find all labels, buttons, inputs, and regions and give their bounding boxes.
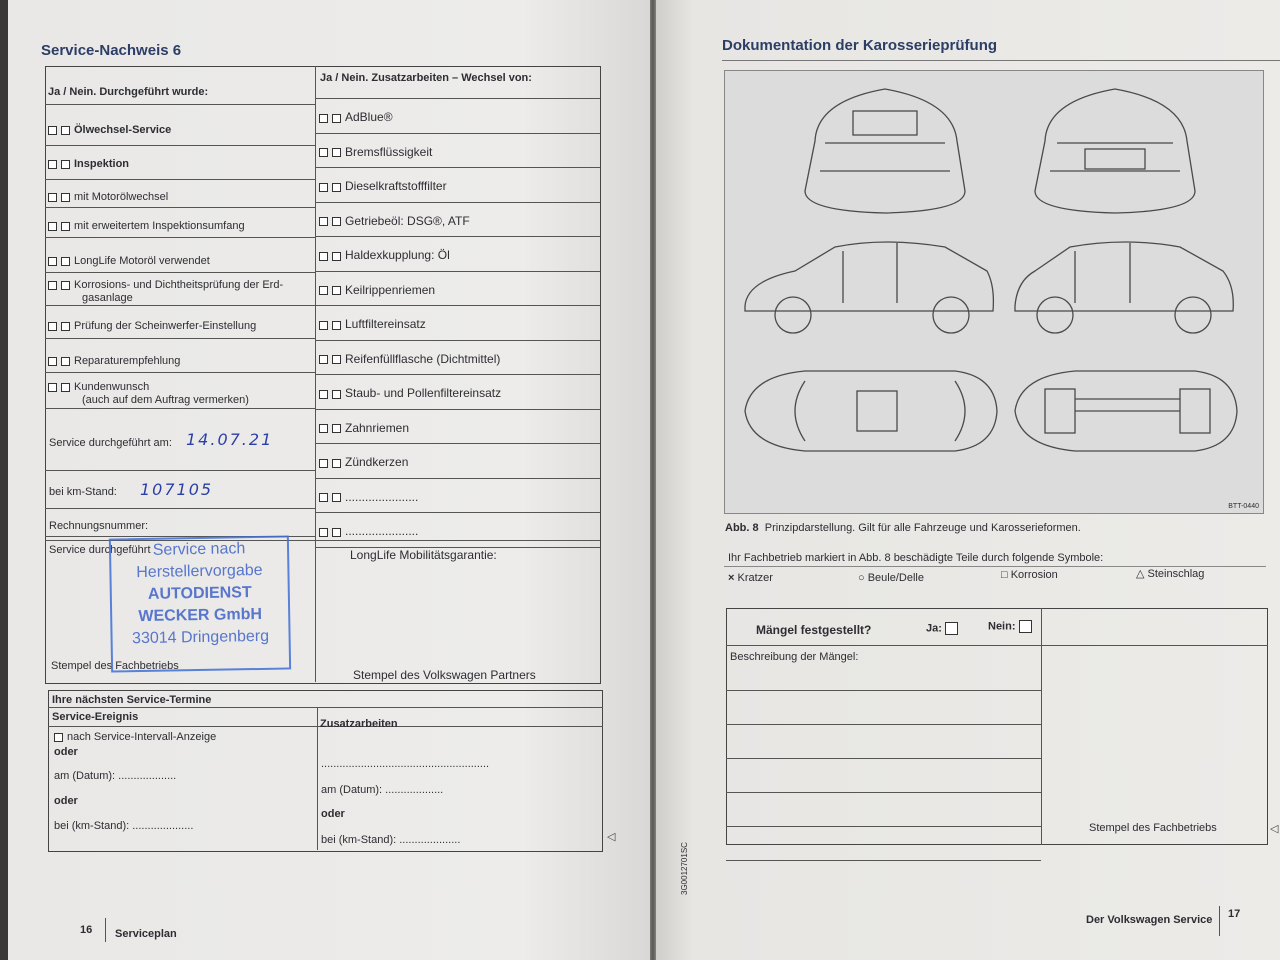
additional-work-item[interactable]: Dieselkraftstofffilter xyxy=(319,179,447,193)
service-date-label: Service durchgeführt am: xyxy=(49,437,172,449)
next-interval-option: nach Service-Intervall-Anzeige xyxy=(54,731,216,743)
car-outline-drawings xyxy=(725,71,1263,513)
symbol-stone-chip: △ Steinschlag xyxy=(1136,568,1205,580)
performed-item[interactable]: Ölwechsel-Service xyxy=(48,124,171,136)
car-front-view xyxy=(1035,89,1195,213)
oder-3: oder xyxy=(321,808,345,820)
defects-yes[interactable]: Ja: xyxy=(926,622,962,635)
mark-instructions: Ihr Fachbetrieb markiert in Abb. 8 beschädigte Teile durch folgende Symbole: xyxy=(728,552,1104,564)
car-diagram xyxy=(724,70,1264,514)
service-event-header: Service-Ereignis xyxy=(52,711,139,723)
next-services-title: Ihre nächsten Service-Termine xyxy=(52,694,212,706)
service-record-title: Service-Nachweis 6 xyxy=(41,42,182,59)
km-label: bei km-Stand: xyxy=(49,486,117,498)
invoice-number-label: Rechnungsnummer: xyxy=(49,520,149,532)
footer-left: Serviceplan xyxy=(115,928,177,940)
performed-item[interactable]: Inspektion xyxy=(48,158,129,170)
extra-work-header: Zusatzarbeiten xyxy=(320,718,398,730)
dealer-stamp-label: Stempel des Fachbetriebs xyxy=(51,660,179,672)
performed-item[interactable]: LongLife Motoröl verwendet xyxy=(48,255,210,267)
additional-work-item[interactable]: Keilrippenriemen xyxy=(319,283,435,297)
defects-question: Mängel festgestellt? xyxy=(756,623,872,637)
performed-item[interactable]: Prüfung der Scheinwerfer-Einstellung xyxy=(48,320,256,332)
body-inspection-title: Dokumentation der Karosserieprüfung xyxy=(722,37,998,54)
km-handwritten: 107105 xyxy=(140,480,214,499)
vw-partner-stamp-label: Stempel des Volkswagen Partners xyxy=(353,668,536,682)
additional-work-item[interactable]: AdBlue® xyxy=(319,110,393,124)
performed-item[interactable]: mit Motorölwechsel xyxy=(48,191,168,203)
extra-work-line[interactable]: ....................................................... xyxy=(321,758,490,770)
page-number-right: 17 xyxy=(1228,908,1241,920)
symbol-scratch: × Kratzer xyxy=(728,572,773,584)
right-stamp-label: Stempel des Fachbetriebs xyxy=(1089,822,1217,834)
continue-arrow-icon: ◁ xyxy=(607,831,616,843)
performed-item[interactable]: Reparaturempfehlung xyxy=(48,355,180,367)
footer-right: Der Volkswagen Service xyxy=(1086,914,1213,926)
page-number-left: 16 xyxy=(80,924,93,936)
figure-code: BTT-0440 xyxy=(1228,503,1259,510)
additional-work-item[interactable]: Zündkerzen xyxy=(319,455,408,469)
longlife-label: LongLife Mobilitätsgarantie: xyxy=(350,548,497,562)
additional-work-item[interactable]: Haldexkupplung: Öl xyxy=(319,248,450,262)
performed-item[interactable]: (auch auf dem Auftrag vermerken) xyxy=(82,394,249,406)
performed-item[interactable]: Korrosions- und Dichtheitsprüfung der Erd- xyxy=(48,279,283,291)
service-date-handwritten: 14.07.21 xyxy=(186,430,274,449)
oder-1: oder xyxy=(54,746,78,758)
figure-caption: Abb. 8 Prinzipdarstellung. Gilt für alle Fahrzeuge und Karosserieformen. xyxy=(725,522,1081,534)
performed-item[interactable]: mit erweitertem Inspektionsumfang xyxy=(48,220,245,232)
service-by-label: Service durchgeführt xyxy=(49,544,151,556)
side-code: 3G0012701SC xyxy=(680,842,689,895)
col-additional-header: Ja / Nein. Zusatzarbeiten – Wechsel von: xyxy=(320,72,532,84)
additional-work-item[interactable]: Reifenfüllflasche (Dichtmittel) xyxy=(319,352,500,366)
performed-item[interactable]: gasanlage xyxy=(82,292,133,304)
additional-work-item[interactable]: Zahnriemen xyxy=(319,421,409,435)
extra-km-field[interactable]: bei (km-Stand): .................... xyxy=(321,834,461,846)
car-side-view-right xyxy=(1015,242,1233,311)
additional-work-item[interactable]: Getriebeöl: DSG®, ATF xyxy=(319,214,470,228)
continue-arrow-icon-right: ◁ xyxy=(1270,823,1279,835)
symbol-dent: ○ Beule/Delle xyxy=(858,572,924,584)
defects-box xyxy=(726,608,1268,845)
left-page xyxy=(8,0,650,960)
defects-no[interactable]: Nein: xyxy=(988,620,1036,633)
additional-work-item[interactable]: Staub- und Pollenfiltereinsatz xyxy=(319,386,501,400)
workshop-stamp: Service nach Herstellervorgabe AUTODIENST WECKER GmbH 33014 Dringenberg xyxy=(109,535,291,672)
next-km-field[interactable]: bei (km-Stand): .................... xyxy=(54,820,194,832)
extra-date-field[interactable]: am (Datum): ................... xyxy=(321,784,444,796)
symbol-corrosion: □ Korrosion xyxy=(1001,569,1058,581)
oder-2: oder xyxy=(54,795,78,807)
additional-work-item[interactable]: Bremsflüssigkeit xyxy=(319,145,432,159)
additional-work-item[interactable]: ...................... xyxy=(319,524,418,538)
additional-work-item[interactable]: ...................... xyxy=(319,490,418,504)
next-date-field[interactable]: am (Datum): ................... xyxy=(54,770,177,782)
additional-work-item[interactable]: Luftfiltereinsatz xyxy=(319,317,426,331)
col-performed-header: Ja / Nein. Durchgeführt wurde: xyxy=(48,86,209,98)
car-top-view xyxy=(745,371,997,451)
defects-description-label: Beschreibung der Mängel: xyxy=(730,651,859,663)
right-page xyxy=(656,0,1280,960)
car-rear-view xyxy=(805,89,965,213)
performed-item[interactable]: Kundenwunsch xyxy=(48,381,149,393)
